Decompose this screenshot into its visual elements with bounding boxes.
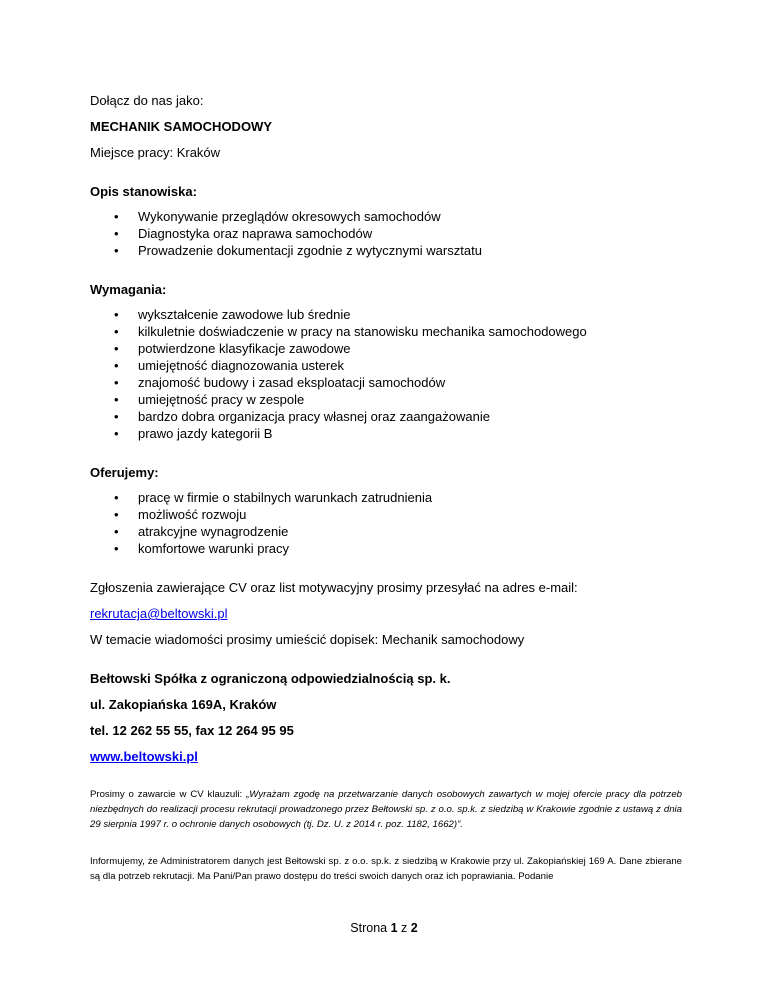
list-item: • znajomość budowy i zasad eksploatacji samochodów <box>90 374 682 391</box>
offer-list <box>90 489 682 557</box>
consent-clause: „Wyrażam zgodę na przetwarzanie danych osobowych zawartych w mojej ofercie pracy dla potrzeb niezbędnych do realizacji procesu rekrutacji prowadzonego przez Bełtowski sp. z o.o. sp.k. z siedzibą w Krakowie zgodnie z ustawą z dnia 29 sierpnia 1997 r. o ochronie danych osobowych (tj. Dz. U. z 2014 r. poz. 1182, 1662)”. <box>90 789 683 830</box>
section-heading-description: Opis stanowiska: <box>90 184 197 199</box>
requirements-list <box>90 306 682 442</box>
page-footer <box>0 921 768 935</box>
job-location: Miejsce pracy: Kraków <box>90 145 221 160</box>
list-item: • Prowadzenie dokumentacji zgodnie z wytycznymi warsztatu <box>90 242 682 259</box>
list-item: • wykształcenie zawodowe lub średnie <box>90 306 682 323</box>
page-separator: z <box>401 921 408 935</box>
company-phone: tel. 12 262 55 55, fax 12 264 95 95 <box>90 723 294 738</box>
apply-instructions: Zgłoszenia zawierające CV oraz list motywacyjny prosimy przesyłać na adres e-mail: <box>90 580 578 595</box>
list-item: • atrakcyjne wynagrodzenie <box>90 523 682 540</box>
consent-prefix: Prosimy o zawarcie w CV klauzuli: <box>90 789 247 800</box>
job-title: MECHANIK SAMOCHODOWY <box>90 119 272 134</box>
page-label: Strona <box>350 921 388 935</box>
list-item: • umiejętność pracy w zespole <box>90 391 682 408</box>
company-name: Bełtowski Spółka z ograniczoną odpowiedzialnością sp. k. <box>90 671 451 686</box>
list-item: • możliwość rozwoju <box>90 506 682 523</box>
list-item: • pracę w firmie o stabilnych warunkach zatrudnienia <box>90 489 682 506</box>
list-item: • prawo jazdy kategorii B <box>90 425 682 442</box>
page-current: 1 <box>390 921 398 935</box>
section-heading-requirements: Wymagania: <box>90 282 167 297</box>
list-item: • Wykonywanie przeglądów okresowych samochodów <box>90 208 682 225</box>
intro-text: Dołącz do nas jako: <box>90 93 204 108</box>
list-item: • potwierdzone klasyfikacje zawodowe <box>90 340 682 357</box>
company-address: ul. Zakopiańska 169A, Kraków <box>90 697 277 712</box>
email-link[interactable]: rekrutacja@beltowski.pl <box>90 606 228 621</box>
list-item: • Diagnostyka oraz naprawa samochodów <box>90 225 682 242</box>
list-item: • umiejętność diagnozowania usterek <box>90 357 682 374</box>
gdpr-paragraph: Informujemy, że Administratorem danych jest Bełtowski sp. z o.o. sp.k. z siedzibą w Krakowie przy ul. Zakopiańskiej 169 A. Dane zbierane są dla potrzeb rekrutacji. Ma Pani/Pan prawo dostępu do treści swoich danych oraz ich poprawiania. Podanie <box>90 856 682 882</box>
consent-paragraph <box>90 787 682 832</box>
list-item: • bardzo dobra organizacja pracy własnej oraz zaangażowanie <box>90 408 682 425</box>
subject-note: W temacie wiadomości prosimy umieścić dopisek: Mechanik samochodowy <box>90 632 525 647</box>
list-item: • komfortowe warunki pracy <box>90 540 682 557</box>
website-link[interactable]: www.beltowski.pl <box>90 749 198 764</box>
page-total: 2 <box>410 921 418 935</box>
section-heading-offer: Oferujemy: <box>90 465 159 480</box>
document-page <box>90 92 682 884</box>
list-item: • kilkuletnie doświadczenie w pracy na stanowisku mechanika samochodowego <box>90 323 682 340</box>
description-list <box>90 208 682 259</box>
